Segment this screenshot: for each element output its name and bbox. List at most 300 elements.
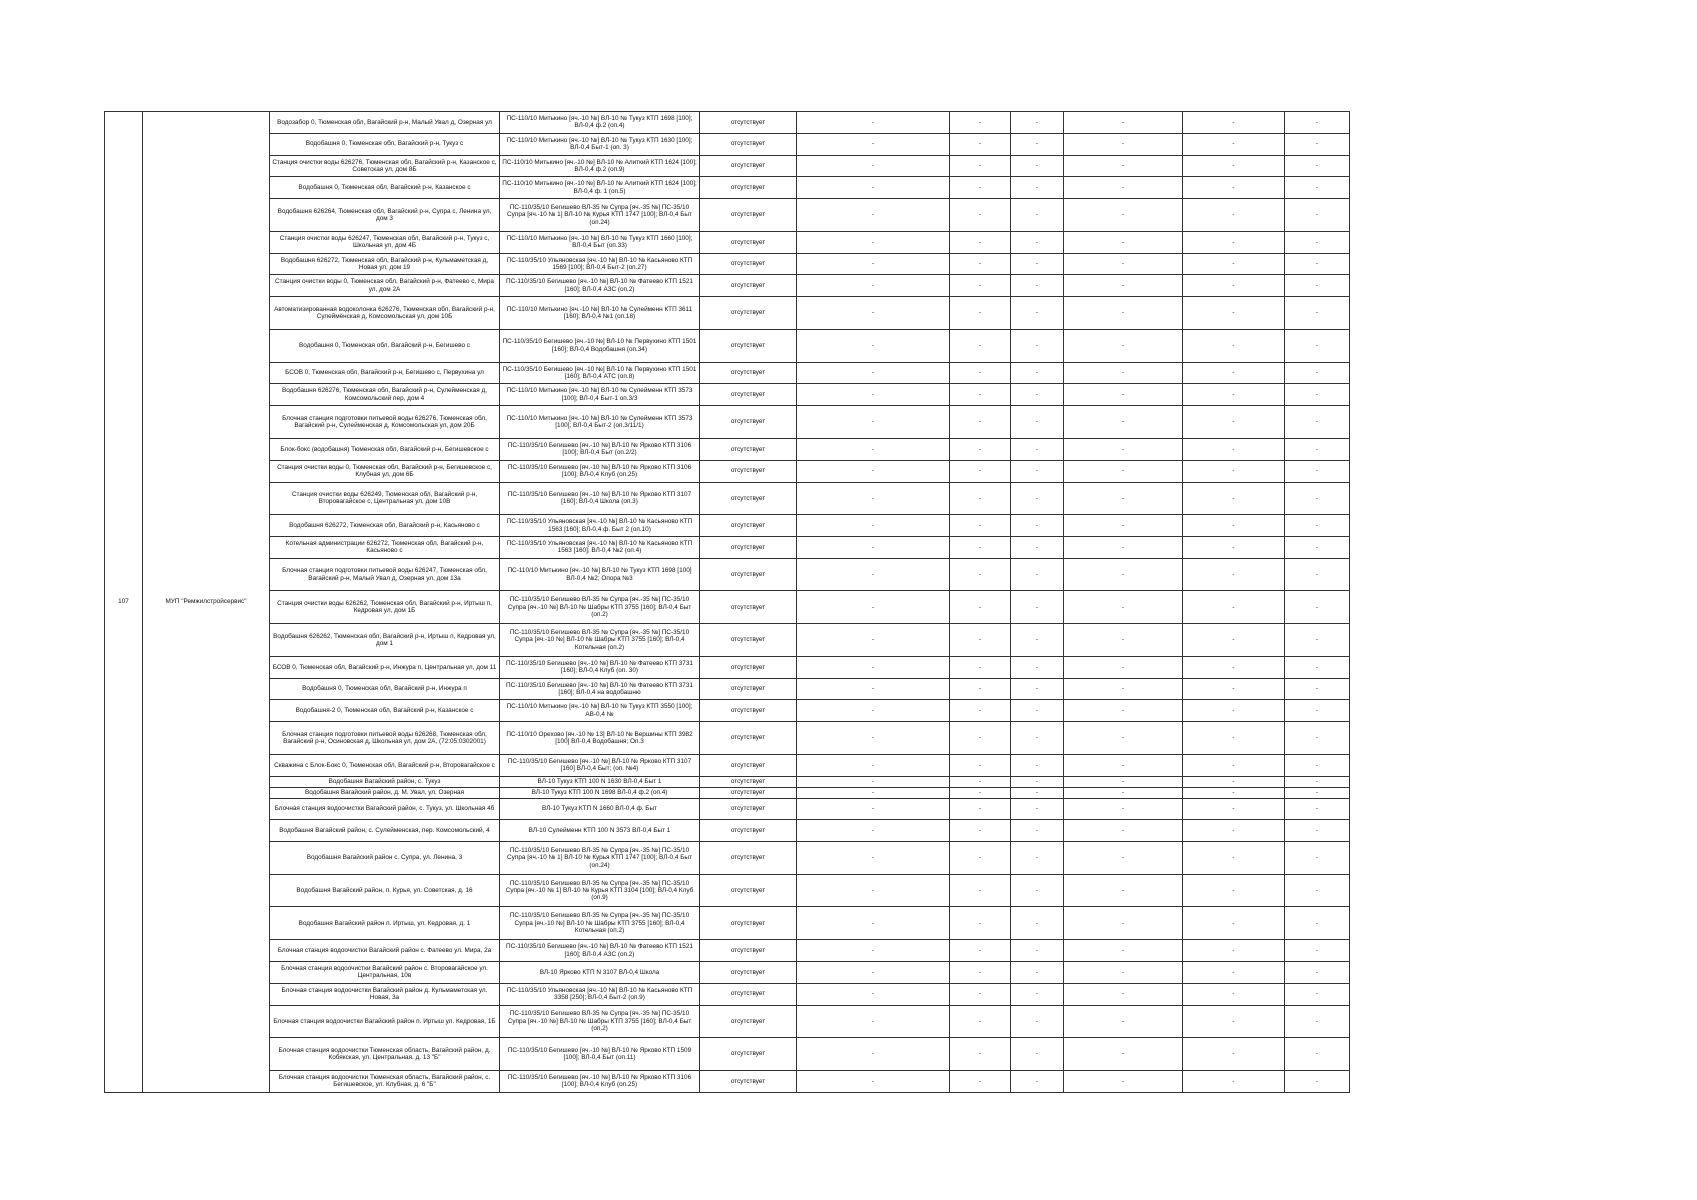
empty-value-cell: - <box>1183 297 1285 330</box>
empty-value-cell: - <box>1011 656 1064 678</box>
empty-value-cell: - <box>1285 940 1350 962</box>
status-cell: отсутствует <box>700 482 797 515</box>
empty-value-cell: - <box>950 460 1011 482</box>
supply-cell: ПС-110/10 Орехово [яч.-10 № 13] ВЛ-10 № Вершины КТП 3982 [100] ВЛ-0,4 Водобашня; Оп.3 <box>500 722 700 755</box>
empty-value-cell: - <box>1183 787 1285 798</box>
empty-value-cell: - <box>1183 961 1285 983</box>
empty-value-cell: - <box>797 384 950 406</box>
supply-cell: ПС-110/35/10 Бегишево [яч.-10 №] ВЛ-10 № Ярково КТП 3107 [160] ВЛ-0,4 Быт; (оп. №4) <box>500 754 700 776</box>
empty-value-cell: - <box>1011 1038 1064 1071</box>
supply-cell: ПС-110/35/10 Бегишево [яч.-10 №] ВЛ-10 № Первухино КТП 1501 [160]; ВЛ-0,4 Водобашня (оп.34) <box>500 329 700 362</box>
empty-value-cell: - <box>1183 482 1285 515</box>
empty-value-cell: - <box>1285 155 1350 177</box>
status-cell: отсутствует <box>700 700 797 722</box>
empty-value-cell: - <box>1011 722 1064 755</box>
empty-value-cell: - <box>1064 177 1183 199</box>
empty-value-cell: - <box>950 907 1011 940</box>
table-row <box>105 438 1350 460</box>
status-cell: отсутствует <box>700 384 797 406</box>
status-cell: отсутствует <box>700 1038 797 1071</box>
empty-value-cell: - <box>797 940 950 962</box>
supply-cell: ПС-110/35/10 Ульяновская [яч.-10 №] ВЛ-10 № Касьяново КТП 3358 [250]; ВЛ-0,4 Быт-2 (оп.9) <box>500 983 700 1005</box>
table-row <box>105 842 1350 875</box>
empty-value-cell: - <box>1285 112 1350 134</box>
table-row <box>105 482 1350 515</box>
empty-value-cell: - <box>1011 700 1064 722</box>
supply-cell: ПС-110/35/10 Бегишево [яч.-10 №] ВЛ-10 № Ярково КТП 3106 [100]; ВЛ-0,4 Клуб (оп.25) <box>500 1070 700 1092</box>
object-cell: Блочная станция подготовки питьевой воды 626276, Тюменская обл, Вагайский р-н, Сулейменская д, Комсомольская ул, дом 20Б <box>270 406 500 439</box>
empty-value-cell: - <box>1285 961 1350 983</box>
status-cell: отсутствует <box>700 787 797 798</box>
empty-value-cell: - <box>797 983 950 1005</box>
supply-cell: ПС-110/10 Митькино [яч.-10 №] ВЛ-10 № Алиткий КТП 1624 [100]; ВЛ-0,4 ф. 1 (оп.5) <box>500 177 700 199</box>
empty-value-cell: - <box>797 515 950 537</box>
empty-value-cell: - <box>797 329 950 362</box>
empty-value-cell: - <box>797 874 950 907</box>
empty-value-cell: - <box>1011 754 1064 776</box>
empty-value-cell: - <box>950 776 1011 787</box>
empty-value-cell: - <box>1183 460 1285 482</box>
empty-value-cell: - <box>1011 624 1064 657</box>
empty-value-cell: - <box>1064 275 1183 297</box>
status-cell: отсутствует <box>700 199 797 232</box>
empty-value-cell: - <box>797 1070 950 1092</box>
empty-value-cell: - <box>1011 961 1064 983</box>
empty-value-cell: - <box>1064 329 1183 362</box>
supply-cell: ВЛ-10 Ярково КТП N 3107 ВЛ-0,4 Школа <box>500 961 700 983</box>
empty-value-cell: - <box>1064 297 1183 330</box>
empty-value-cell: - <box>1011 820 1064 842</box>
supply-cell: ПС-110/35/10 Бегишево ВЛ-35 № Супра [яч.-35 №] ПС-35/10 Супра [яч.-10 №] ВЛ-10 № Шабры КТП 3755 [160]; ВЛ-0,4 Котельная (оп.2) <box>500 907 700 940</box>
empty-value-cell: - <box>797 253 950 275</box>
status-cell: отсутствует <box>700 983 797 1005</box>
empty-value-cell: - <box>1011 460 1064 482</box>
supply-cell: ПС-110/10 Митькино [яч.-10 №] ВЛ-10 № Тукуз КТП 1630 [100]; ВЛ-0,4 Быт-1 (оп. 3) <box>500 133 700 155</box>
empty-value-cell: - <box>1285 482 1350 515</box>
empty-value-cell: - <box>950 874 1011 907</box>
empty-value-cell: - <box>1285 798 1350 820</box>
empty-value-cell: - <box>1011 329 1064 362</box>
empty-value-cell: - <box>797 798 950 820</box>
status-cell: отсутствует <box>700 874 797 907</box>
empty-value-cell: - <box>797 907 950 940</box>
table-row <box>105 983 1350 1005</box>
empty-value-cell: - <box>1183 722 1285 755</box>
empty-value-cell: - <box>1285 537 1350 559</box>
empty-value-cell: - <box>797 231 950 253</box>
empty-value-cell: - <box>950 253 1011 275</box>
empty-value-cell: - <box>1285 558 1350 591</box>
object-cell: Блочная станция водоочистки Вагайский район, с. Тукуз, ул. Школьная 4б <box>270 798 500 820</box>
object-cell: Блочная станция водоочистки Тюменская область, Вагайский район, д. Кобякская, ул. Центральная, д. 13 "Б" <box>270 1038 500 1071</box>
supply-cell: ПС-110/35/10 Бегишево [яч.-10 №] ВЛ-10 № Первухино КТП 1501 [160]; ВЛ-0,4 АТС (оп.8) <box>500 362 700 384</box>
supply-cell: ПС-110/35/10 Бегишево ВЛ-35 № Супра [яч.-35 №] ПС-35/10 Супра [яч.-10 №] ВЛ-10 № Шабры КТП 3755 [160]; ВЛ-0,4 Быт (оп.2) <box>500 591 700 624</box>
empty-value-cell: - <box>1011 482 1064 515</box>
table-row <box>105 1038 1350 1071</box>
empty-value-cell: - <box>950 537 1011 559</box>
empty-value-cell: - <box>1183 820 1285 842</box>
empty-value-cell: - <box>950 820 1011 842</box>
table-row <box>105 787 1350 798</box>
empty-value-cell: - <box>1183 438 1285 460</box>
status-cell: отсутствует <box>700 754 797 776</box>
table-row <box>105 537 1350 559</box>
supply-cell: ПС-110/35/10 Бегишево ВЛ-35 № Супра [яч.-35 №] ПС-35/10 Супра [яч.-10 № 1] ВЛ-10 № Курья КТП 3104 [100]; ВЛ-0,4 Клуб (оп.9) <box>500 874 700 907</box>
empty-value-cell: - <box>1064 537 1183 559</box>
empty-value-cell: - <box>1285 1070 1350 1092</box>
empty-value-cell: - <box>1064 558 1183 591</box>
empty-value-cell: - <box>1064 155 1183 177</box>
empty-value-cell: - <box>1183 515 1285 537</box>
empty-value-cell: - <box>950 482 1011 515</box>
empty-value-cell: - <box>1285 515 1350 537</box>
empty-value-cell: - <box>797 537 950 559</box>
status-cell: отсутствует <box>700 362 797 384</box>
supply-cell: ПС-110/35/10 Бегишево [яч.-10 №] ВЛ-10 № Фатеево КТП 3731 [160]; ВЛ-0,4 Клуб (оп. 30) <box>500 656 700 678</box>
empty-value-cell: - <box>950 384 1011 406</box>
object-cell: Блочная станция водоочистки Вагайский район с. Фатеево ул. Мира, 2а <box>270 940 500 962</box>
table-body <box>105 112 1350 1093</box>
supply-cell: ПС-110/35/10 Бегишево [яч.-10 №] ВЛ-10 № Фатеево КТП 3731 [160]; ВЛ-0,4 на водобашню <box>500 678 700 700</box>
supply-cell: ПС-110/10 Митькино [яч.-10 №] ВЛ-10 № Алиткий КТП 1624 [100]; ВЛ-0,4 ф.2 (оп.9) <box>500 155 700 177</box>
empty-value-cell: - <box>1011 155 1064 177</box>
supply-cell: ПС-110/35/10 Ульяновская [яч.-10 №] ВЛ-10 № Касьяново КТП 1569 [100]; ВЛ-0,4 Быт-2 (оп.27) <box>500 253 700 275</box>
empty-value-cell: - <box>797 460 950 482</box>
object-cell: Водобашня Вагайский район, п. Курья, ул. Советская, д. 16 <box>270 874 500 907</box>
empty-value-cell: - <box>950 362 1011 384</box>
empty-value-cell: - <box>950 231 1011 253</box>
empty-value-cell: - <box>1285 133 1350 155</box>
empty-value-cell: - <box>950 438 1011 460</box>
empty-value-cell: - <box>797 591 950 624</box>
empty-value-cell: - <box>1011 558 1064 591</box>
status-cell: отсутствует <box>700 297 797 330</box>
table-row <box>105 591 1350 624</box>
empty-value-cell: - <box>1011 842 1064 875</box>
empty-value-cell: - <box>1285 199 1350 232</box>
empty-value-cell: - <box>1064 776 1183 787</box>
empty-value-cell: - <box>950 1070 1011 1092</box>
empty-value-cell: - <box>797 1038 950 1071</box>
empty-value-cell: - <box>1011 231 1064 253</box>
empty-value-cell: - <box>1183 1038 1285 1071</box>
supply-cell: ПС-110/10 Митькино [яч.-10 №] ВЛ-10 № Тукуз КТП 1660 [100]; ВЛ-0,4 Быт (оп.33) <box>500 231 700 253</box>
empty-value-cell: - <box>1183 776 1285 787</box>
empty-value-cell: - <box>797 362 950 384</box>
empty-value-cell: - <box>1183 700 1285 722</box>
supply-cell: ПС-110/35/10 Бегишево [яч.-10 №] ВЛ-10 № Ярково КТП 3107 [160]; ВЛ-0,4 Школа (оп.3) <box>500 482 700 515</box>
status-cell: отсутствует <box>700 722 797 755</box>
supply-cell: ПС-110/10 Митькино [яч.-10 №] ВЛ-10 № Тукуз КТП 1698 [100] ВЛ-0,4 №2; Опора №3 <box>500 558 700 591</box>
table-row <box>105 624 1350 657</box>
empty-value-cell: - <box>1183 155 1285 177</box>
empty-value-cell: - <box>1011 362 1064 384</box>
supply-cell: ПС-110/35/10 Бегишево ВЛ-35 № Супра [яч.-35 №] ПС-35/10 Супра [яч.-10 №] ВЛ-10 № Шабры КТП 3755 [160]; ВЛ-0,4 Быт (оп.2) <box>500 1005 700 1038</box>
empty-value-cell: - <box>1064 384 1183 406</box>
entry-number: 107 <box>105 112 143 1093</box>
supply-cell: ПС-110/35/10 Ульяновская [яч.-10 №] ВЛ-10 № Касьяново КТП 1563 [160]; ВЛ-0,4 №2 (оп.4) <box>500 537 700 559</box>
object-cell: Водобашня 626264, Тюменская обл, Вагайский р-н, Супра с, Ленина ул, дом 3 <box>270 199 500 232</box>
table-row <box>105 754 1350 776</box>
status-cell: отсутствует <box>700 537 797 559</box>
empty-value-cell: - <box>797 842 950 875</box>
empty-value-cell: - <box>1183 842 1285 875</box>
empty-value-cell: - <box>1183 558 1285 591</box>
object-cell: Блочная станция водоочистки Вагайский район с. Второвагайское ул. Центральная, 10в <box>270 961 500 983</box>
empty-value-cell: - <box>1183 940 1285 962</box>
empty-value-cell: - <box>1011 678 1064 700</box>
empty-value-cell: - <box>1011 275 1064 297</box>
empty-value-cell: - <box>1183 1070 1285 1092</box>
object-cell: Водобашня 626276, Тюменская обл, Вагайский р-н, Сулейменская д, Комсомольский пер, дом 4 <box>270 384 500 406</box>
empty-value-cell: - <box>797 199 950 232</box>
status-cell: отсутствует <box>700 798 797 820</box>
supply-cell: ПС-110/10 Митькино [яч.-10 №] ВЛ-10 № Сулейменн КТП 3573 [100]; ВЛ-0,4 Быт-1 оп.3/3 <box>500 384 700 406</box>
status-cell: отсутствует <box>700 656 797 678</box>
object-cell: Водобашня 0, Тюменская обл, Вагайский р-н, Инжура п <box>270 678 500 700</box>
empty-value-cell: - <box>1011 537 1064 559</box>
table-row <box>105 362 1350 384</box>
empty-value-cell: - <box>1285 722 1350 755</box>
empty-value-cell: - <box>1183 362 1285 384</box>
empty-value-cell: - <box>1183 656 1285 678</box>
empty-value-cell: - <box>1183 112 1285 134</box>
object-cell: Водобашня 626272, Тюменская обл, Вагайский р-н, Касьяново с <box>270 515 500 537</box>
empty-value-cell: - <box>1011 199 1064 232</box>
object-cell: Блочная станция подготовки питьевой воды 626268, Тюменская обл, Вагайский р-н, Осиновская д, Школьная ул, дом 2А, (72:05:0302001) <box>270 722 500 755</box>
object-cell: Станция очистки воды 0, Тюменская обл, Вагайский р-н, Бегишевское с, Клубная ул, дом 6Б <box>270 460 500 482</box>
empty-value-cell: - <box>1064 961 1183 983</box>
empty-value-cell: - <box>1183 406 1285 439</box>
status-cell: отсутствует <box>700 406 797 439</box>
empty-value-cell: - <box>1064 1070 1183 1092</box>
empty-value-cell: - <box>1064 874 1183 907</box>
empty-value-cell: - <box>1064 940 1183 962</box>
organization-name: МУП "Ремжилстройсервис" <box>143 112 270 1093</box>
empty-value-cell: - <box>1064 656 1183 678</box>
table-row <box>105 907 1350 940</box>
empty-value-cell: - <box>1064 1038 1183 1071</box>
empty-value-cell: - <box>797 754 950 776</box>
status-cell: отсутствует <box>700 776 797 787</box>
object-cell: Водобашня 626272, Тюменская обл, Вагайский р-н, Кульмаметская д, Новая ул, дом 19 <box>270 253 500 275</box>
table-row <box>105 275 1350 297</box>
status-cell: отсутствует <box>700 231 797 253</box>
status-cell: отсутствует <box>700 940 797 962</box>
empty-value-cell: - <box>1011 384 1064 406</box>
empty-value-cell: - <box>950 133 1011 155</box>
empty-value-cell: - <box>950 940 1011 962</box>
empty-value-cell: - <box>1064 591 1183 624</box>
empty-value-cell: - <box>1011 798 1064 820</box>
table-row <box>105 460 1350 482</box>
empty-value-cell: - <box>797 297 950 330</box>
table-row <box>105 199 1350 232</box>
table-row <box>105 155 1350 177</box>
empty-value-cell: - <box>1183 798 1285 820</box>
object-cell: Котельная администрации 626272, Тюменская обл, Вагайский р-н, Касьяново с <box>270 537 500 559</box>
empty-value-cell: - <box>1183 329 1285 362</box>
empty-value-cell: - <box>950 798 1011 820</box>
object-cell: Водобашня Вагайский район, д. М. Увал, ул. Озерная <box>270 787 500 798</box>
status-cell: отсутствует <box>700 155 797 177</box>
empty-value-cell: - <box>1064 983 1183 1005</box>
empty-value-cell: - <box>1011 1005 1064 1038</box>
status-cell: отсутствует <box>700 678 797 700</box>
status-cell: отсутствует <box>700 460 797 482</box>
empty-value-cell: - <box>1285 253 1350 275</box>
empty-value-cell: - <box>1064 482 1183 515</box>
empty-value-cell: - <box>797 438 950 460</box>
empty-value-cell: - <box>950 678 1011 700</box>
empty-value-cell: - <box>1064 624 1183 657</box>
status-cell: отсутствует <box>700 275 797 297</box>
empty-value-cell: - <box>950 1005 1011 1038</box>
empty-value-cell: - <box>1064 678 1183 700</box>
empty-value-cell: - <box>1011 940 1064 962</box>
empty-value-cell: - <box>1064 722 1183 755</box>
object-cell: Станция очистки воды 626262, Тюменская обл, Вагайский р-н, Иртыш п, Кедровая ул, дом 1Б <box>270 591 500 624</box>
supply-cell: ПС-110/10 Митькино [яч.-10 №] ВЛ-10 № Сулейменн КТП 3573 [100]; ВЛ-0,4 Быт-2 (оп.3/11/1) <box>500 406 700 439</box>
object-cell: Блочная станция водоочистки Вагайский район п. Иртыш ул. Кедровая, 1Б <box>270 1005 500 1038</box>
empty-value-cell: - <box>797 482 950 515</box>
empty-value-cell: - <box>1183 624 1285 657</box>
empty-value-cell: - <box>797 1005 950 1038</box>
empty-value-cell: - <box>1064 460 1183 482</box>
table-row <box>105 656 1350 678</box>
empty-value-cell: - <box>1183 133 1285 155</box>
empty-value-cell: - <box>1011 983 1064 1005</box>
empty-value-cell: - <box>1011 438 1064 460</box>
table-row <box>105 558 1350 591</box>
empty-value-cell: - <box>1011 177 1064 199</box>
empty-value-cell: - <box>1064 842 1183 875</box>
empty-value-cell: - <box>950 787 1011 798</box>
status-cell: отсутствует <box>700 253 797 275</box>
empty-value-cell: - <box>1285 907 1350 940</box>
object-cell: Водобашня 0, Тюменская обл, Вагайский р-н, Бегишево с <box>270 329 500 362</box>
object-cell: Блочная станция водоочистки Вагайский район д. Кульмаметская ул. Новая, 3а <box>270 983 500 1005</box>
empty-value-cell: - <box>1285 787 1350 798</box>
empty-value-cell: - <box>1011 406 1064 439</box>
empty-value-cell: - <box>950 656 1011 678</box>
status-cell: отсутствует <box>700 591 797 624</box>
object-cell: Блок-бокс (водобашня) Тюменская обл, Вагайский р-н, Бегишевское с <box>270 438 500 460</box>
object-cell: Блочная станция подготовки питьевой воды 626247, Тюменская обл, Вагайский р-н, Малый Увал д, Озерная ул, дом 13а <box>270 558 500 591</box>
empty-value-cell: - <box>1285 384 1350 406</box>
status-cell: отсутствует <box>700 820 797 842</box>
supply-cell: ВЛ-10 Тукуз КТП 100 N 1698 ВЛ-0,4 ф.2 (оп.4) <box>500 787 700 798</box>
supply-cell: ВЛ-10 Сулейменн КТП 100 N 3573 ВЛ-0,4 Быт 1 <box>500 820 700 842</box>
empty-value-cell: - <box>797 961 950 983</box>
table-row <box>105 112 1350 134</box>
status-cell: отсутствует <box>700 438 797 460</box>
empty-value-cell: - <box>950 591 1011 624</box>
empty-value-cell: - <box>1183 384 1285 406</box>
empty-value-cell: - <box>950 842 1011 875</box>
empty-value-cell: - <box>1011 297 1064 330</box>
empty-value-cell: - <box>1064 362 1183 384</box>
empty-value-cell: - <box>1183 907 1285 940</box>
object-cell: Станция очистки воды 626276, Тюменская обл, Вагайский р-н, Казанское с, Советская ул, дом 8Б <box>270 155 500 177</box>
empty-value-cell: - <box>950 406 1011 439</box>
empty-value-cell: - <box>1285 1038 1350 1071</box>
empty-value-cell: - <box>1064 112 1183 134</box>
empty-value-cell: - <box>1011 907 1064 940</box>
object-cell: БСОВ 0, Тюменская обл, Вагайский р-н, Бегишево с, Первухина ул <box>270 362 500 384</box>
supply-cell: ПС-110/35/10 Бегишево [яч.-10 №] ВЛ-10 № Ярково КТП 3106 [100]; ВЛ-0,4 Быт (оп.2/2) <box>500 438 700 460</box>
empty-value-cell: - <box>950 1038 1011 1071</box>
supply-cell: ПС-110/10 Митькино [яч.-10 №] ВЛ-10 № Сулейменн КТП 3611 [160]; ВЛ-0,4 №1 (оп.18) <box>500 297 700 330</box>
empty-value-cell: - <box>797 624 950 657</box>
empty-value-cell: - <box>797 275 950 297</box>
object-cell: Водобашня Вагайский район, с. Сулейменская, пер. Комсомольский, 4 <box>270 820 500 842</box>
status-cell: отсутствует <box>700 329 797 362</box>
empty-value-cell: - <box>950 177 1011 199</box>
object-cell: Автоматизированная водоколонка 626276, Тюменская обл, Вагайский р-н, Сулеймёнская д, Комсомольская ул, дом 10Б <box>270 297 500 330</box>
empty-value-cell: - <box>1183 537 1285 559</box>
empty-value-cell: - <box>1285 700 1350 722</box>
supply-cell: ПС-110/35/10 Бегишево [яч.-10 №] ВЛ-10 № Фатеево КТП 1521 [160]; ВЛ-0,4 АЗС (оп.2) <box>500 940 700 962</box>
empty-value-cell: - <box>1285 297 1350 330</box>
empty-value-cell: - <box>797 722 950 755</box>
object-cell: Водобашня 0, Тюменская обл, Вагайский р-н, Казанское с <box>270 177 500 199</box>
empty-value-cell: - <box>1285 591 1350 624</box>
empty-value-cell: - <box>1183 199 1285 232</box>
table-row <box>105 329 1350 362</box>
empty-value-cell: - <box>1183 253 1285 275</box>
table-row <box>105 515 1350 537</box>
object-cell: БСОВ 0, Тюменская обл, Вагайский р-н, Инжура п, Центральная ул, дом 11 <box>270 656 500 678</box>
empty-value-cell: - <box>1285 460 1350 482</box>
empty-value-cell: - <box>950 558 1011 591</box>
object-cell: Водобашня 626262, Тюменская обл, Вагайский р-н, Иртыш п, Кедровая ул, дом 1 <box>270 624 500 657</box>
empty-value-cell: - <box>1064 820 1183 842</box>
status-cell: отсутствует <box>700 1070 797 1092</box>
empty-value-cell: - <box>1011 515 1064 537</box>
table-row <box>105 253 1350 275</box>
empty-value-cell: - <box>1064 515 1183 537</box>
object-cell: Водобашня Вагайский район с. Супра, ул. Ленина, 3 <box>270 842 500 875</box>
empty-value-cell: - <box>950 722 1011 755</box>
document-sheet <box>104 111 1349 1092</box>
empty-value-cell: - <box>1011 253 1064 275</box>
object-cell: Блочная станция водоочистки Тюменская область, Вагайский район, с. Бегишевское, ул. Клубная, д. 6 "Б" <box>270 1070 500 1092</box>
table-row <box>105 700 1350 722</box>
table-row <box>105 798 1350 820</box>
empty-value-cell: - <box>797 656 950 678</box>
empty-value-cell: - <box>797 133 950 155</box>
empty-value-cell: - <box>1285 624 1350 657</box>
supply-cell: ВЛ-10 Тукуз КТП N 1660 ВЛ-0,4 ф. Быт <box>500 798 700 820</box>
empty-value-cell: - <box>1011 1070 1064 1092</box>
empty-value-cell: - <box>1285 1005 1350 1038</box>
empty-value-cell: - <box>950 983 1011 1005</box>
status-cell: отсутствует <box>700 907 797 940</box>
empty-value-cell: - <box>1011 591 1064 624</box>
object-cell: Водозабор 0, Тюменская обл, Вагайский р-н, Малый Увал д, Озерная ул <box>270 112 500 134</box>
empty-value-cell: - <box>1285 776 1350 787</box>
table-row <box>105 820 1350 842</box>
object-cell: Станция очистки воды 626249, Тюменская обл, Вагайский р-н, Второвагайское с, Центральная ул, дом 10В <box>270 482 500 515</box>
empty-value-cell: - <box>1064 798 1183 820</box>
status-cell: отсутствует <box>700 624 797 657</box>
status-cell: отсутствует <box>700 1005 797 1038</box>
empty-value-cell: - <box>1064 133 1183 155</box>
empty-value-cell: - <box>1064 1005 1183 1038</box>
empty-value-cell: - <box>1285 362 1350 384</box>
status-cell: отсутствует <box>700 133 797 155</box>
